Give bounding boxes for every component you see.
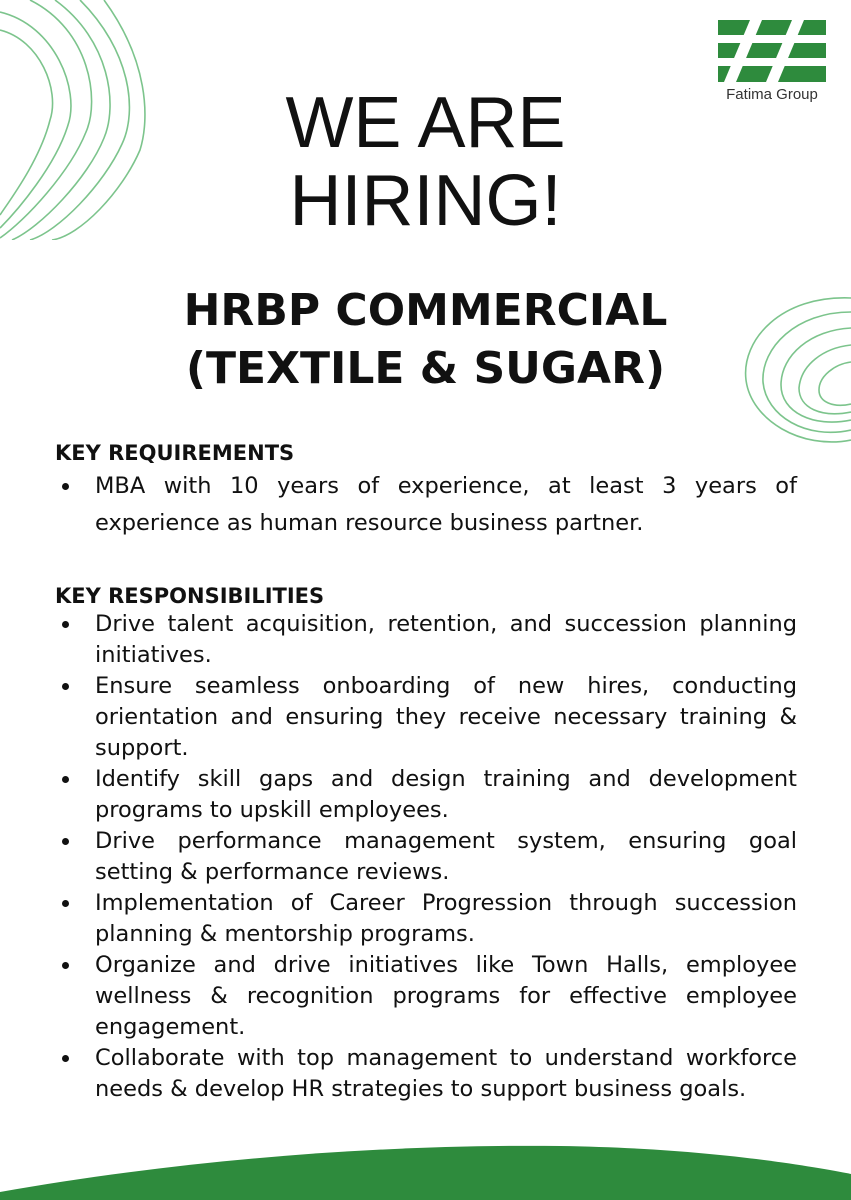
key-requirements-heading: KEY REQUIREMENTS [55,441,295,465]
responsibility-item: Implementation of Career Progression through succession planning & mentorship programs. [55,888,797,950]
headline-line-2: HIRING! [289,161,562,241]
key-responsibilities-heading: KEY RESPONSIBILITIES [55,584,325,608]
requirements-list [55,468,797,542]
responsibility-item: Identify skill gaps and design training and development programs to upskill employees. [55,764,797,826]
responsibility-item: Drive talent acquisition, retention, and succession planning initiatives. [55,609,797,671]
job-title-line-2: (TEXTILE & SUGAR) [185,343,666,394]
responsibility-item: Ensure seamless onboarding of new hires, conducting orientation and ensuring they receive necessary training & support. [55,671,797,764]
responsibilities-list [55,609,797,1105]
brand-name: Fatima Group [726,86,818,103]
hiring-headline [0,84,851,240]
headline-line-1: WE ARE [285,83,566,163]
decorative-wave-bottom [0,1130,851,1200]
job-title-line-1: HRBP COMMERCIAL [183,285,668,336]
key-requirements-section [55,440,797,542]
responsibility-item: Drive performance management system, ensuring goal setting & performance reviews. [55,826,797,888]
job-title [0,282,851,398]
responsibility-item: Organize and drive initiatives like Town Halls, employee wellness & recognition programs for effective employee engagement. [55,950,797,1043]
requirement-item: MBA with 10 years of experience, at least 3 years of experience as human resource business partner. [55,468,797,542]
key-responsibilities-section [55,583,797,1105]
responsibility-item: Collaborate with top management to understand workforce needs & develop HR strategies to support business goals. [55,1043,797,1105]
fatima-group-logo-icon [718,20,826,82]
